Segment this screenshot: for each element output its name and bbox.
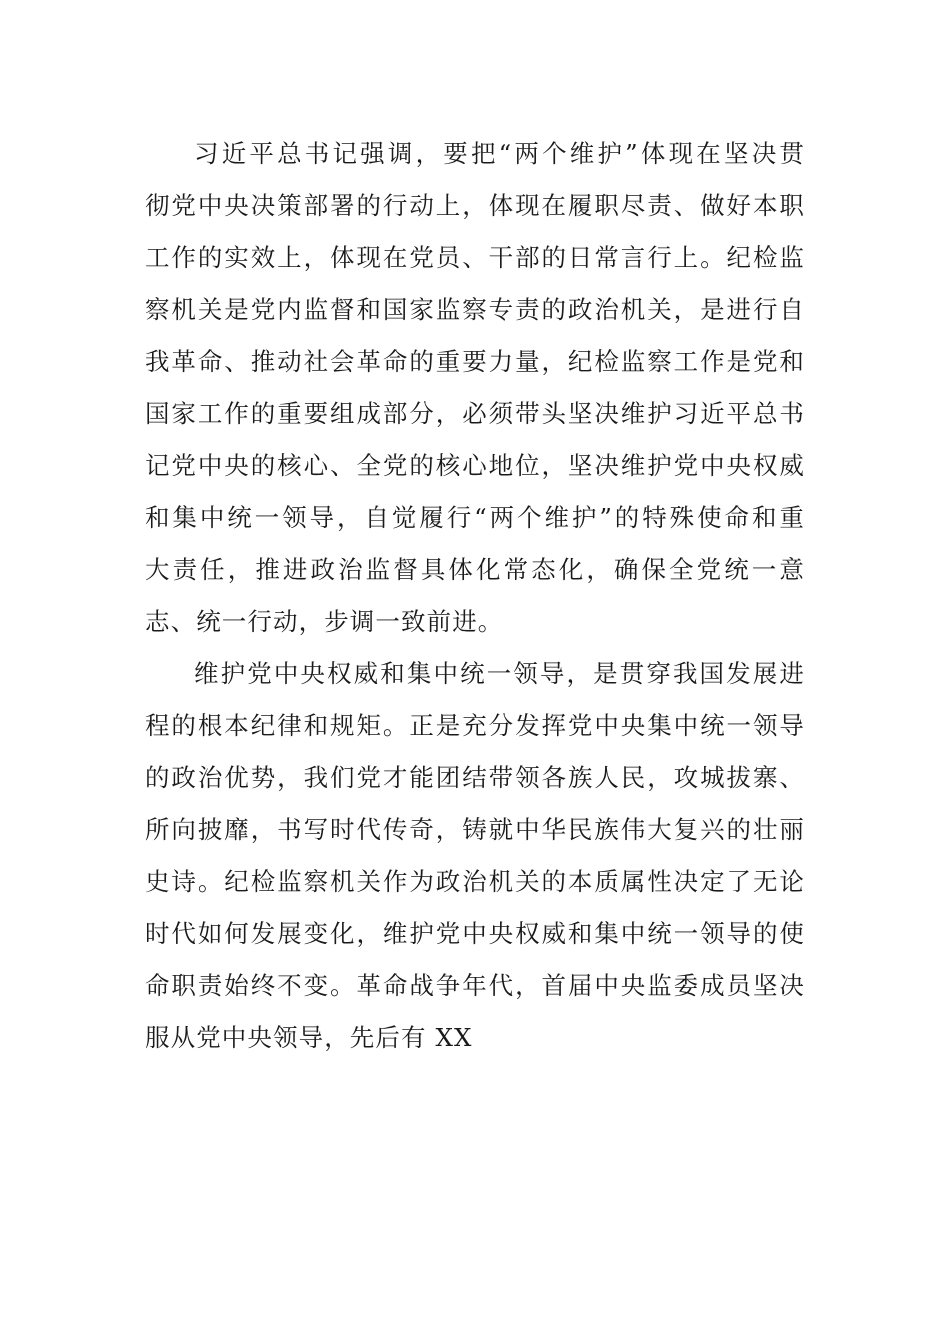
paragraph-line: 时代如何发展变化，维护党中央权威和集中统一领导的使: [145, 919, 805, 948]
paragraph-line: 彻党中央决策部署的行动上，体现在履职尽责、做好本职: [145, 191, 805, 220]
paragraph-line: 服从党中央领导，先后有 XX: [145, 1023, 473, 1052]
paragraph-line: 记党中央的核心、全党的核心地位，坚决维护党中央权威: [145, 451, 805, 480]
paragraph-1: [145, 128, 805, 648]
paragraph-2: [145, 648, 805, 1064]
paragraph-line: 所向披靡，书写时代传奇，铸就中华民族伟大复兴的壮丽: [145, 815, 805, 844]
paragraph-line: 工作的实效上，体现在党员、干部的日常言行上。纪检监: [145, 243, 805, 272]
paragraph-line: 和集中统一领导，自觉履行“两个维护”的特殊使命和重: [145, 503, 805, 532]
paragraph-line: 我革命、推动社会革命的重要力量，纪检监察工作是党和: [145, 347, 805, 376]
body-text: [145, 128, 805, 1064]
paragraph-line: 习近平总书记强调，要把“两个维护”体现在坚决贯: [194, 139, 805, 168]
paragraph-line: 志、统一行动，步调一致前进。: [145, 607, 504, 636]
paragraph-line: 国家工作的重要组成部分，必须带头坚决维护习近平总书: [145, 399, 805, 428]
paragraph-line: 命职责始终不变。革命战争年代，首届中央监委成员坚决: [145, 971, 805, 1000]
paragraph-line: 维护党中央权威和集中统一领导，是贯穿我国发展进: [194, 659, 805, 688]
paragraph-line: 程的根本纪律和规矩。正是充分发挥党中央集中统一领导: [145, 711, 805, 740]
paragraph-line: 史诗。纪检监察机关作为政治机关的本质属性决定了无论: [145, 867, 805, 896]
paragraph-line: 的政治优势，我们党才能团结带领各族人民，攻城拔寨、: [145, 763, 805, 792]
paragraph-line: 大责任，推进政治监督具体化常态化，确保全党统一意: [145, 555, 805, 584]
paragraph-line: 察机关是党内监督和国家监察专责的政治机关，是进行自: [145, 295, 805, 324]
